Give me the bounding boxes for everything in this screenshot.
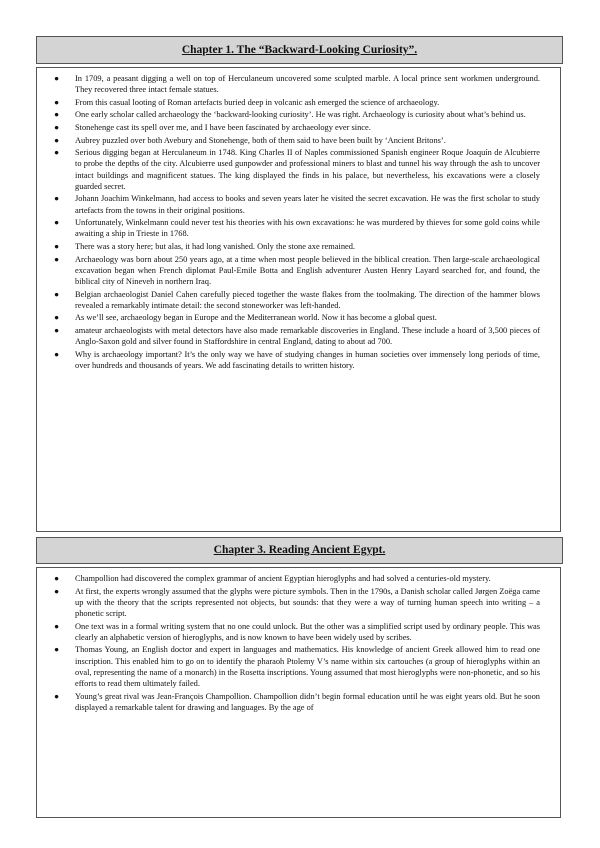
bullet-text: There was a story here; but alas, it had long vanished. Only the stone axe remained. [75,241,356,251]
bullet-text: One text was in a formal writing system that no one could unlock. But the other was a simplified script used by ordinary people. This was clearly an alphabetic version of hieroglyphs, and is now known to have been widely used by scribes. [75,621,540,642]
list-item [54,73,540,95]
bullet-icon: ● [54,218,60,228]
bullet-icon: ● [54,621,60,631]
bullet-icon: ● [54,148,60,158]
bullet-icon: ● [54,74,60,83]
list-item [54,312,540,323]
bullet-icon: ● [54,325,60,335]
bullet-text: Serious digging began at Herculaneum in 1748. King Charles II of Naples commissioned Spanish engineer Roque Joaquín de Alcubierre to probe the depths of the city. Alcubierre used gunpowder and professional miners to blast and tunnel his way through the ash to uncover intact buildings and magnificent statues. The king displayed the finds in his palace, but nevertheless, his excavations were a closely guarded secret. [75,148,540,191]
list-item [54,122,540,133]
chapter-1-bullet-list [37,68,560,371]
bullet-text: One early scholar called archaeology the ‘backward-looking curiosity’. He was right. Archaeology is curiosity about what’s behind us. [75,110,526,120]
list-item [54,109,540,120]
bullet-text: Why is archaeology important? It’s the only way we have of studying changes in human societies over immensely long periods of time, over hundreds and thousands of years. We add fascinating details to written history. [75,349,540,370]
list-item [54,135,540,146]
bullet-icon: ● [54,110,60,120]
bullet-text: Stonehenge cast its spell over me, and I have been fascinated by archaeology ever since. [75,122,371,132]
chapter-3-bullet-list [37,568,560,713]
bullet-text: Unfortunately, Winkelmann could never test his theories with his own excavations: he was murdered by thieves for some gold coins while awaiting a ship in Trieste in 1768. [75,218,540,239]
chapter-3-notes-box [36,567,561,818]
list-item [54,289,540,311]
list-item [54,147,540,192]
bullet-text: Archaeology was born about 250 years ago, at a time when most people believed in the biblical creation. Then large-scale archaeological excavation began when French diplomat Paul-Emile Botta and English adventurer Austen Henry Layard searched for, and found, the biblical city of Nineveh in northern Iraq. [75,254,540,286]
list-item [54,254,540,288]
bullet-icon: ● [54,349,60,359]
bullet-text: From this casual looting of Roman artefacts buried deep in volcanic ash emerged the science of archaeology. [75,97,440,107]
bullet-text: Belgian archaeologist Daniel Cahen carefully pieced together the waste flakes from the toolmaking. The direction of the hammer blows revealed a remarkably intimate detail: the second stoneworker was left-handed. [75,289,540,310]
chapter-1-notes-box [36,67,561,532]
bullet-text: Thomas Young, an English doctor and expert in languages and mathematics. His knowledge of ancient Greek allowed him to read one inscription. This enabled him to go on to identify the pharaoh Ptolemy V’s name within six cartouches (a group of hieroglyphs within an oval, representing the name of a monarch) in the Rosetta inscriptions. Young assumed that most hieroglyphs were non-phonetic, and so his efforts to read them ultimately failed. [75,645,540,688]
list-item [54,691,540,713]
bullet-text: Aubrey puzzled over both Avebury and Stonehenge, both of them said to have been built by ‘Ancient Britons’. [75,135,446,145]
list-item [54,586,540,620]
bullet-icon: ● [54,241,60,251]
list-item [54,644,540,689]
bullet-icon: ● [54,313,60,323]
list-item [54,97,540,108]
bullet-text: Champollion had discovered the complex grammar of ancient Egyptian hieroglyphs and had solved a centuries-old mystery. [75,574,491,583]
list-item [54,217,540,239]
bullet-icon: ● [54,194,60,204]
bullet-text: At first, the experts wrongly assumed that the glyphs were picture symbols. Then in the 1790s, a Danish scholar called Jørgen Zoëga came up with the theory that the scripts represented not objects, but sounds: that they were a way of turning human speech into writing – a phonetic script. [75,586,540,618]
chapter-3-heading: Chapter 3. Reading Ancient Egypt. [36,537,563,564]
bullet-icon: ● [54,289,60,299]
list-item [54,621,540,643]
list-item [54,573,540,584]
chapter-1-heading: Chapter 1. The “Backward-Looking Curiosity”. [36,36,563,64]
list-item [54,349,540,371]
bullet-icon: ● [54,586,60,596]
bullet-icon: ● [54,254,60,264]
list-item [54,325,540,347]
bullet-icon: ● [54,135,60,145]
list-item [54,241,540,252]
bullet-text: In 1709, a peasant digging a well on top of Herculaneum uncovered some sculpted marble. A local prince sent workmen underground. They recovered three intact female statues. [75,74,540,95]
bullet-text: amateur archaeologists with metal detectors have also made remarkable discoveries in England. These include a hoard of 3,500 pieces of Anglo-Saxon gold and silver found in Staffordshire in central England, dating to about ad 700. [75,325,540,347]
list-item [54,193,540,215]
bullet-icon: ● [54,122,60,132]
bullet-icon: ● [54,574,60,583]
bullet-icon: ● [54,97,60,107]
bullet-text: Young’s great rival was Jean-François Champollion. Champollion didn’t begin formal education until he was eight years old. But he soon displayed a remarkable talent for drawing and languages. By the age of [75,691,540,712]
bullet-text: Johann Joachim Winkelmann, had access to books and seven years later he visited the secret excavation. He was the first scholar to study artefacts from the towns in their original positions. [75,194,540,215]
bullet-text: As we’ll see, archaeology began in Europe and the Mediterranean world. Now it has become a global quest. [75,313,437,323]
bullet-icon: ● [54,691,60,701]
bullet-icon: ● [54,645,60,655]
